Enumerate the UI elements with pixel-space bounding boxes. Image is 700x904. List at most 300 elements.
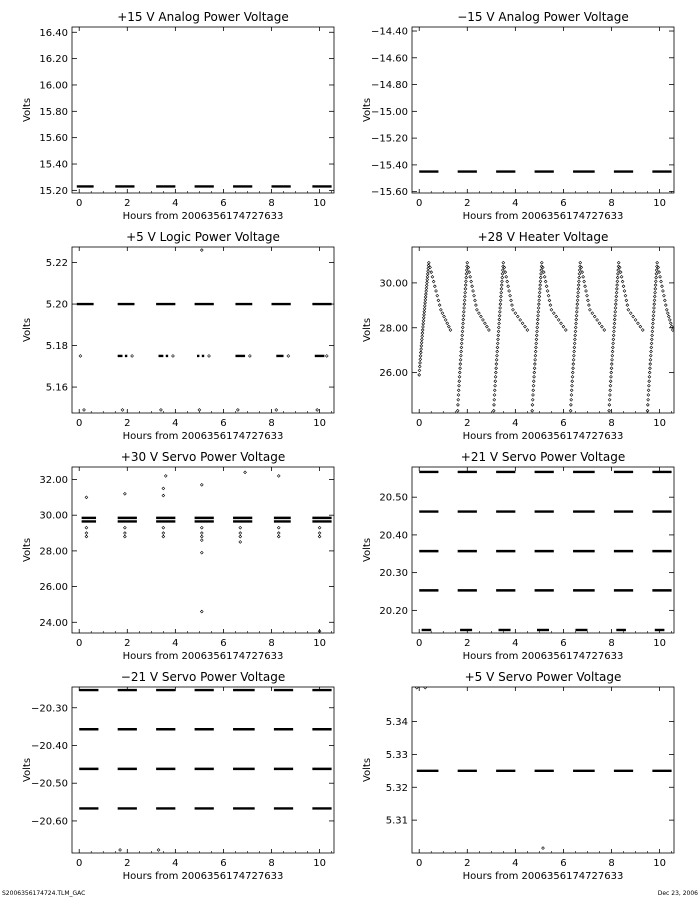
data-point — [162, 526, 165, 529]
y-tick-label: 16.40 — [39, 27, 68, 39]
data-point — [543, 275, 546, 278]
data-point — [239, 526, 242, 529]
x-tick-label: 0 — [416, 418, 423, 429]
y-tick-label: 30.00 — [39, 510, 68, 522]
data-point — [459, 358, 462, 361]
x-tick-label: 6 — [220, 198, 227, 209]
data-point — [613, 318, 616, 321]
data-point — [576, 295, 579, 298]
data-point — [648, 380, 651, 383]
y-tick-label: 15.20 — [39, 185, 68, 197]
x-axis-label: Hours from 2006356174727633 — [462, 211, 624, 222]
data-point — [447, 325, 450, 328]
x-tick-label: 2 — [124, 638, 131, 649]
y-tick-label: 20.30 — [379, 568, 408, 580]
data-point — [119, 849, 122, 852]
data-point — [495, 358, 498, 361]
data-point — [497, 330, 500, 333]
data-point — [200, 532, 203, 535]
data-point — [460, 342, 463, 345]
data-point — [495, 367, 498, 370]
data-point — [560, 322, 563, 325]
data-point — [123, 532, 126, 535]
data-point — [501, 280, 504, 283]
data-point — [544, 280, 547, 283]
y-tick-label: −20.40 — [30, 740, 68, 752]
data-point — [577, 287, 580, 290]
data-point — [467, 266, 470, 269]
data-point — [79, 355, 82, 358]
data-point — [466, 261, 469, 264]
data-point — [443, 315, 446, 318]
x-tick-label: 10 — [653, 198, 666, 209]
data-point — [162, 494, 165, 497]
data-point — [494, 380, 497, 383]
data-point — [612, 338, 615, 341]
x-axis-label: Hours from 2006356174727633 — [462, 431, 624, 442]
data-point — [535, 346, 538, 349]
data-point — [573, 346, 576, 349]
data-point — [540, 261, 543, 264]
y-tick-label: 28.00 — [39, 546, 68, 558]
data-point — [532, 394, 535, 397]
data-point — [475, 304, 478, 307]
data-point — [540, 269, 543, 272]
data-point — [123, 492, 126, 495]
data-point — [420, 338, 423, 341]
data-point — [532, 380, 535, 383]
data-point — [460, 350, 463, 353]
data-point — [275, 408, 278, 411]
data-point — [532, 384, 535, 387]
data-point — [514, 312, 517, 315]
data-point — [648, 371, 651, 374]
data-point — [614, 310, 617, 313]
data-point — [616, 280, 619, 283]
data-point — [426, 278, 429, 281]
data-point — [420, 344, 423, 347]
data-point — [570, 403, 573, 406]
y-axis-label: Volts — [362, 757, 373, 783]
data-point — [498, 318, 501, 321]
data-point — [496, 350, 499, 353]
data-point — [587, 299, 590, 302]
data-point — [462, 318, 465, 321]
data-point — [575, 310, 578, 313]
y-axis-label: Volts — [22, 317, 33, 343]
data-point — [439, 308, 442, 311]
data-point — [427, 261, 430, 264]
x-tick-label: 0 — [416, 638, 423, 649]
data-point — [200, 249, 203, 252]
data-point — [647, 384, 650, 387]
x-tick-label: 6 — [560, 638, 567, 649]
data-point — [426, 273, 429, 276]
data-point — [632, 315, 635, 318]
chart-title: +21 V Servo Power Voltage — [460, 450, 626, 464]
data-point — [571, 371, 574, 374]
data-point — [660, 280, 663, 283]
data-point — [613, 326, 616, 329]
data-point — [531, 403, 534, 406]
data-point — [458, 375, 461, 378]
data-point — [495, 363, 498, 366]
data-point — [493, 403, 496, 406]
data-point — [613, 322, 616, 325]
data-point — [664, 304, 667, 307]
data-point — [625, 299, 628, 302]
data-point — [655, 272, 658, 275]
data-point — [436, 294, 439, 297]
x-tick-label: 0 — [76, 418, 83, 429]
data-point — [526, 329, 529, 332]
data-point — [570, 394, 573, 397]
data-point — [582, 275, 585, 278]
data-point — [575, 314, 578, 317]
data-point — [649, 367, 652, 370]
data-point — [427, 270, 430, 273]
data-point — [236, 408, 239, 411]
data-point — [612, 342, 615, 345]
data-point — [659, 275, 662, 278]
data-point — [618, 266, 621, 269]
data-point — [423, 307, 426, 310]
data-point — [573, 342, 576, 345]
x-tick-label: 4 — [512, 638, 519, 649]
data-point — [123, 535, 126, 538]
data-point — [461, 338, 464, 341]
x-axis-label: Hours from 2006356174727633 — [122, 871, 284, 882]
data-point — [570, 398, 573, 401]
data-point — [157, 849, 160, 852]
chart-panel-3 — [22, 230, 334, 442]
data-point — [651, 334, 654, 337]
data-point — [198, 408, 201, 411]
data-point — [465, 280, 468, 283]
data-point — [432, 280, 435, 283]
plot-frame — [72, 247, 334, 413]
data-point — [657, 266, 660, 269]
data-point — [474, 299, 477, 302]
data-point — [665, 308, 668, 311]
data-point — [419, 354, 422, 357]
x-tick-label: 10 — [653, 858, 666, 869]
x-tick-label: 4 — [512, 198, 519, 209]
data-point — [610, 363, 613, 366]
data-point — [496, 346, 499, 349]
data-point — [503, 266, 506, 269]
data-point — [651, 330, 654, 333]
data-point — [542, 847, 545, 850]
data-point — [537, 303, 540, 306]
data-point — [548, 299, 551, 302]
chart-panel-7 — [22, 670, 334, 882]
x-tick-label: 4 — [172, 198, 179, 209]
data-point — [572, 363, 575, 366]
data-point — [654, 291, 657, 294]
data-point — [652, 318, 655, 321]
data-point — [419, 351, 422, 354]
y-tick-label: −15.00 — [370, 106, 408, 118]
data-point — [621, 280, 624, 283]
x-tick-label: 8 — [268, 198, 275, 209]
data-point — [501, 269, 504, 272]
y-tick-label: −20.50 — [30, 778, 68, 790]
data-point — [573, 350, 576, 353]
data-point — [619, 271, 622, 274]
footer-date: Dec 23, 2006 — [657, 890, 698, 897]
data-point — [611, 346, 614, 349]
data-point — [652, 314, 655, 317]
y-tick-label: −15.20 — [370, 133, 408, 145]
data-point — [557, 319, 560, 322]
data-point — [458, 380, 461, 383]
data-point — [425, 287, 428, 290]
data-point — [536, 322, 539, 325]
data-point — [208, 355, 211, 358]
data-point — [458, 384, 461, 387]
data-point — [539, 287, 542, 290]
data-point — [536, 326, 539, 329]
data-point — [421, 329, 424, 332]
data-point — [511, 304, 514, 307]
x-tick-label: 4 — [172, 858, 179, 869]
x-axis-label: Hours from 2006356174727633 — [122, 431, 284, 442]
data-point — [583, 280, 586, 283]
data-point — [457, 389, 460, 392]
chart-title: +15 V Analog Power Voltage — [117, 10, 289, 24]
data-point — [512, 308, 515, 311]
data-point — [662, 290, 665, 293]
data-point — [650, 342, 653, 345]
data-point — [663, 294, 666, 297]
data-point — [588, 308, 591, 311]
data-point — [652, 322, 655, 325]
data-point — [500, 287, 503, 290]
data-point — [651, 326, 654, 329]
x-tick-label: 2 — [464, 638, 471, 649]
data-marks — [82, 471, 332, 633]
data-marks — [79, 690, 331, 851]
data-point — [200, 526, 203, 529]
data-point — [610, 371, 613, 374]
data-point — [493, 389, 496, 392]
data-point — [569, 409, 572, 412]
data-point — [572, 367, 575, 370]
data-point — [277, 532, 280, 535]
data-point — [277, 475, 280, 478]
data-point — [653, 303, 656, 306]
data-point — [473, 294, 476, 297]
x-tick-label: 0 — [76, 858, 83, 869]
data-point — [493, 398, 496, 401]
data-point — [492, 409, 495, 412]
data-point — [244, 471, 247, 474]
data-point — [506, 280, 509, 283]
data-point — [461, 330, 464, 333]
data-point — [533, 363, 536, 366]
x-axis-label: Hours from 2006356174727633 — [462, 651, 624, 662]
data-point — [536, 318, 539, 321]
data-point — [555, 315, 558, 318]
data-point — [469, 275, 472, 278]
data-point — [465, 276, 468, 279]
x-tick-label: 4 — [172, 418, 179, 429]
data-point — [540, 272, 543, 275]
data-point — [172, 355, 175, 358]
y-tick-label: 28.00 — [379, 323, 408, 335]
data-point — [615, 299, 618, 302]
data-point — [505, 275, 508, 278]
data-point — [608, 403, 611, 406]
data-point — [532, 389, 535, 392]
data-point — [420, 341, 423, 344]
x-tick-label: 2 — [464, 858, 471, 869]
data-point — [462, 310, 465, 313]
y-tick-label: 5.32 — [385, 782, 408, 794]
data-point — [653, 307, 656, 310]
data-point — [552, 312, 555, 315]
data-point — [498, 322, 501, 325]
x-tick-label: 10 — [313, 198, 326, 209]
data-point — [586, 294, 589, 297]
data-point — [507, 285, 510, 288]
data-point — [536, 330, 539, 333]
data-point — [500, 295, 503, 298]
y-tick-label: −14.80 — [370, 80, 408, 92]
data-point — [574, 338, 577, 341]
chart-panel-4 — [362, 230, 674, 442]
data-point — [498, 314, 501, 317]
y-tick-label: 15.40 — [39, 159, 68, 171]
y-tick-label: 24.00 — [39, 617, 68, 629]
data-point — [627, 308, 630, 311]
x-tick-label: 2 — [464, 198, 471, 209]
data-point — [200, 535, 203, 538]
data-point — [475, 308, 478, 311]
data-point — [502, 261, 505, 264]
data-point — [538, 295, 541, 298]
data-point — [637, 322, 640, 325]
data-point — [549, 304, 552, 307]
data-point — [545, 285, 548, 288]
data-point — [584, 285, 587, 288]
data-point — [577, 284, 580, 287]
y-tick-label: 30.00 — [379, 278, 408, 290]
y-axis-label: Volts — [22, 537, 33, 563]
data-point — [422, 322, 425, 325]
data-point — [494, 375, 497, 378]
data-point — [486, 325, 489, 328]
x-tick-label: 10 — [653, 638, 666, 649]
y-tick-label: 15.80 — [39, 106, 68, 118]
data-point — [465, 272, 468, 275]
x-tick-label: 6 — [560, 418, 567, 429]
data-point — [496, 342, 499, 345]
chart-title: +30 V Servo Power Voltage — [120, 450, 286, 464]
y-axis-label: Volts — [362, 317, 373, 343]
x-tick-label: 10 — [313, 858, 326, 869]
data-point — [593, 315, 596, 318]
x-tick-label: 6 — [560, 198, 567, 209]
data-point — [616, 276, 619, 279]
data-point — [574, 334, 577, 337]
data-point — [421, 335, 424, 338]
data-point — [471, 285, 474, 288]
data-point — [423, 304, 426, 307]
chart-panel-8 — [362, 670, 674, 882]
data-point — [424, 299, 427, 302]
data-point — [541, 266, 544, 269]
data-point — [652, 310, 655, 313]
x-tick-label: 10 — [653, 418, 666, 429]
data-point — [655, 269, 658, 272]
data-point — [493, 394, 496, 397]
y-tick-label: −14.60 — [370, 53, 408, 65]
data-point — [650, 346, 653, 349]
data-point — [423, 313, 426, 316]
data-point — [574, 330, 577, 333]
data-point — [575, 322, 578, 325]
data-point — [611, 350, 614, 353]
data-point — [239, 541, 242, 544]
data-point — [422, 319, 425, 322]
y-tick-label: −20.30 — [30, 703, 68, 715]
data-point — [538, 299, 541, 302]
data-point — [426, 275, 429, 278]
chart-panel-2 — [362, 10, 674, 222]
data-point — [578, 272, 581, 275]
footer-filename: S2006356174724.TLM_GAC — [2, 890, 86, 897]
data-point — [533, 371, 536, 374]
data-point — [121, 408, 124, 411]
x-tick-label: 8 — [268, 638, 275, 649]
x-tick-label: 8 — [608, 418, 615, 429]
data-point — [426, 281, 429, 284]
data-point — [456, 409, 459, 412]
data-point — [647, 394, 650, 397]
data-point — [131, 355, 134, 358]
data-point — [524, 325, 527, 328]
data-point — [571, 384, 574, 387]
data-point — [650, 350, 653, 353]
data-point — [162, 532, 165, 535]
data-point — [85, 532, 88, 535]
x-tick-label: 8 — [268, 858, 275, 869]
data-point — [658, 271, 661, 274]
plot-frame — [72, 467, 334, 633]
data-point — [647, 398, 650, 401]
y-tick-label: 20.50 — [379, 492, 408, 504]
chart-title: −21 V Servo Power Voltage — [120, 670, 286, 684]
data-point — [482, 319, 485, 322]
data-point — [430, 271, 433, 274]
data-point — [494, 371, 497, 374]
y-tick-label: −15.40 — [370, 160, 408, 172]
data-point — [656, 261, 659, 264]
data-point — [616, 284, 619, 287]
data-point — [654, 287, 657, 290]
y-tick-label: −15.60 — [370, 187, 408, 199]
data-point — [609, 380, 612, 383]
data-point — [653, 295, 656, 298]
data-point — [420, 348, 423, 351]
data-point — [603, 329, 606, 332]
data-point — [646, 409, 649, 412]
data-point — [646, 403, 649, 406]
data-point — [634, 319, 637, 322]
y-axis-label: Volts — [22, 757, 33, 783]
